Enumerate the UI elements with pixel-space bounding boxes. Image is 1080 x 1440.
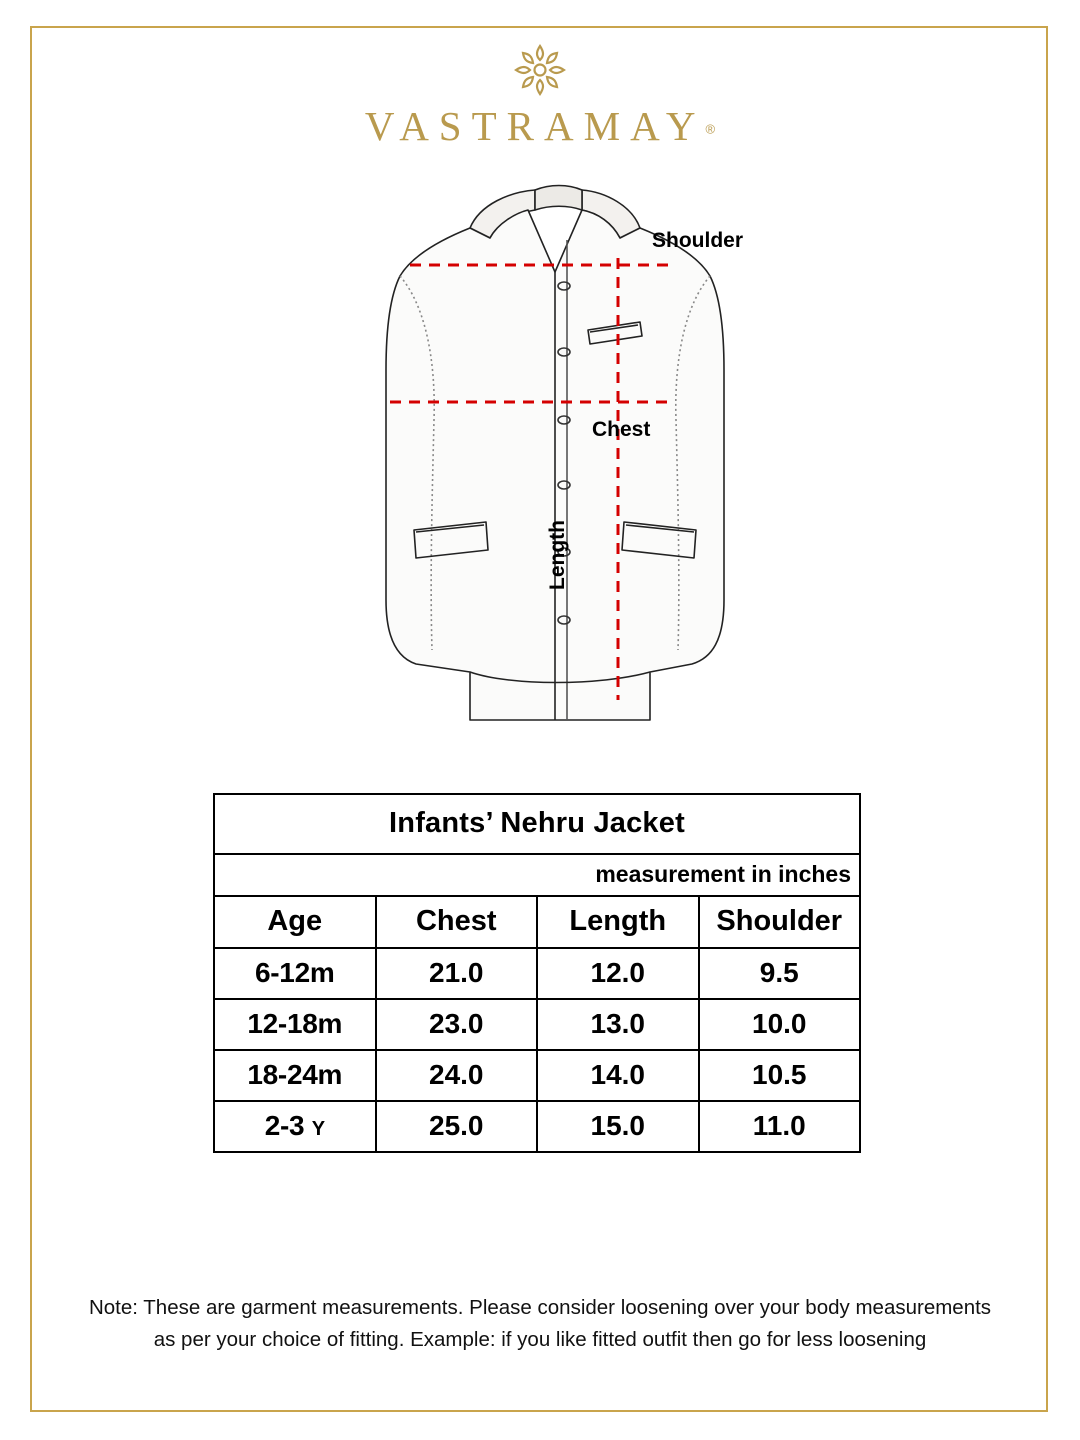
label-chest: Chest (592, 418, 651, 441)
table-row (214, 948, 860, 999)
cell-shoulder: 10.5 (699, 1050, 861, 1101)
registered-mark: ® (705, 121, 716, 137)
label-length: Length (546, 520, 569, 590)
table-title-row (214, 794, 860, 854)
cell-length: 14.0 (537, 1050, 699, 1101)
cell-length: 15.0 (537, 1101, 699, 1152)
cell-age-value: 6-12m (255, 957, 335, 988)
jacket-outline-svg (320, 180, 790, 740)
label-shoulder: Shoulder (652, 229, 744, 252)
brand-name: VASTRAMAY (364, 103, 706, 149)
cell-age (214, 948, 376, 999)
cell-shoulder: 9.5 (699, 948, 861, 999)
column-header-shoulder: Shoulder (699, 896, 861, 948)
cell-age-value: 2-3 (264, 1110, 305, 1141)
cell-shoulder: 10.0 (699, 999, 861, 1050)
unit-note: measurement in inches (376, 854, 861, 896)
cell-length: 12.0 (537, 948, 699, 999)
cell-chest: 25.0 (376, 1101, 538, 1152)
cell-length: 13.0 (537, 999, 699, 1050)
table-row (214, 999, 860, 1050)
size-chart-table (213, 793, 861, 1153)
note-line-1: Note: These are garment measurements. Please consider loosening over your body measurements (88, 1296, 992, 1319)
table-title: Infants’ Nehru Jacket (214, 794, 860, 854)
jacket-diagram (320, 180, 790, 740)
table-row (214, 1101, 860, 1152)
column-header-chest: Chest (376, 896, 538, 948)
table-row (214, 1050, 860, 1101)
cell-age (214, 999, 376, 1050)
cell-age (214, 1050, 376, 1101)
cell-chest: 24.0 (376, 1050, 538, 1101)
brand-header (0, 40, 1080, 150)
cell-age-value: 18-24m (247, 1059, 343, 1090)
cell-age (214, 1101, 376, 1152)
unit-blank-cell (214, 854, 376, 896)
column-header-length: Length (537, 896, 699, 948)
note-line-2: as per your choice of fitting. Example: if you like fitted outfit then go for less loosening (153, 1327, 927, 1351)
cell-shoulder: 11.0 (699, 1101, 861, 1152)
footer-note (48, 1292, 1032, 1356)
unit-note-row (214, 854, 860, 896)
table-header-row (214, 896, 860, 948)
cell-chest: 21.0 (376, 948, 538, 999)
floral-star-icon (510, 40, 570, 100)
cell-age-value: 12-18m (247, 1008, 343, 1039)
cell-age-suffix: Y (311, 1118, 325, 1140)
cell-chest: 23.0 (376, 999, 538, 1050)
column-header-age: Age (214, 896, 376, 948)
